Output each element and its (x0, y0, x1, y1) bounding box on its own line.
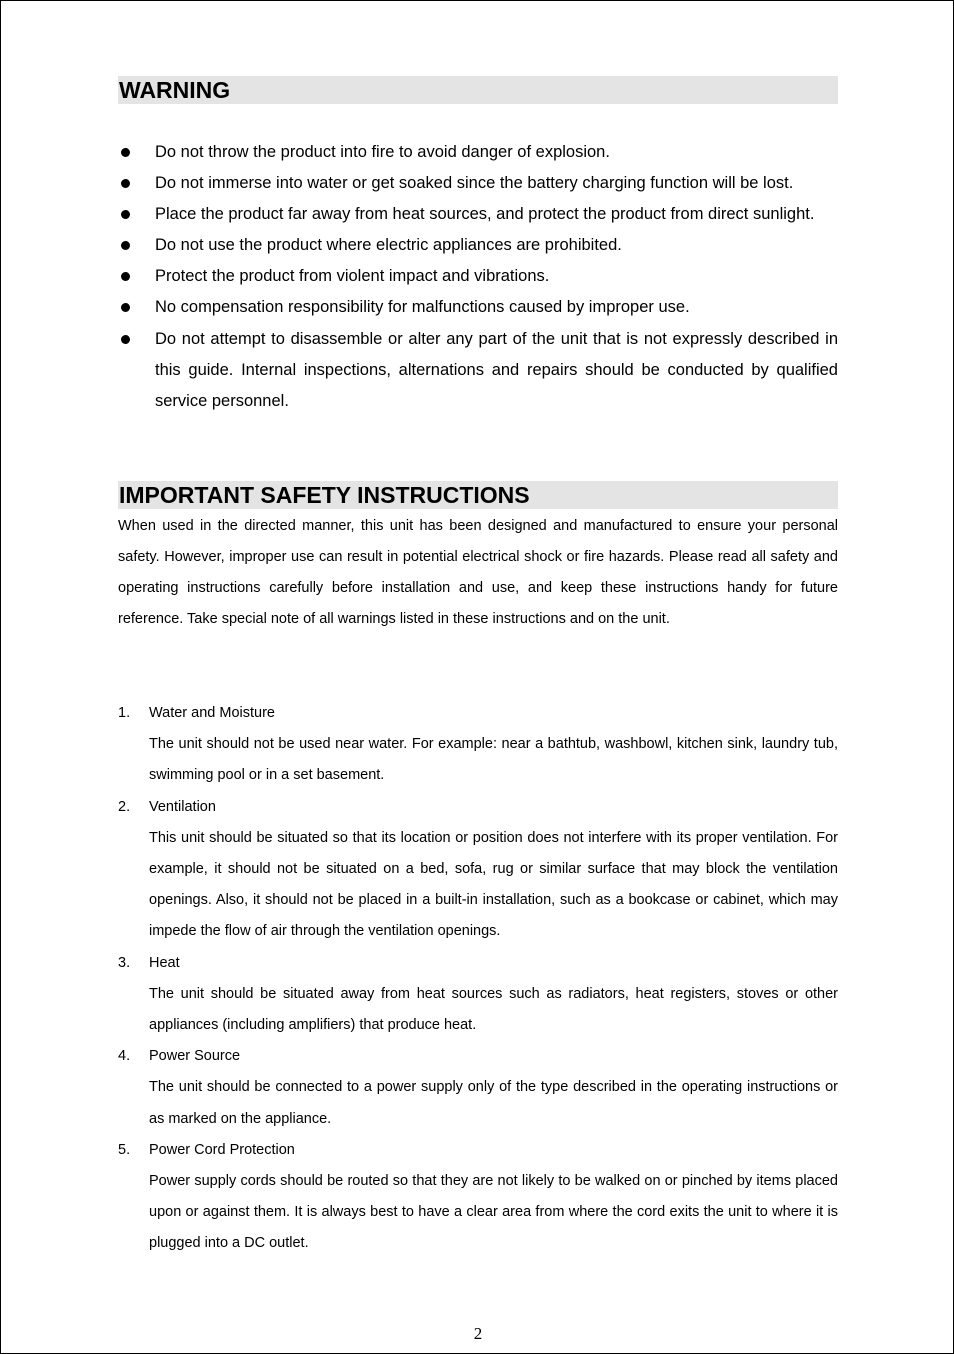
item-body: The unit should be situated away from heat sources such as radiators, heat registers, stoves or other appliances (including amplifiers) that produce heat. (149, 985, 838, 1034)
warning-item-text: No compensation responsibility for malfunctions caused by improper use. (155, 298, 690, 317)
item-number: 1. (118, 705, 131, 721)
bullet-dot-icon (121, 335, 130, 344)
safety-heading: IMPORTANT SAFETY INSTRUCTIONS (118, 481, 838, 509)
item-body: The unit should not be used near water. For example: near a bathtub, washbowl, kitchen sink, laundry tub, swimming pool or in a set basement. (149, 736, 838, 784)
safety-list (118, 698, 838, 1260)
warning-item (118, 137, 838, 168)
safety-intro: When used in the directed manner, this unit has been designed and manufactured to ensure your personal safety. However, improper use can result in potential electrical shock or fire hazards. Please read all safety and operating instructions carefully before installation and use, and keep these instructions handy for future reference. Take special note of all warnings listed in these instructions and on the unit. (118, 518, 838, 628)
bullet-dot-icon (121, 303, 130, 312)
bullet-dot-icon (121, 179, 130, 188)
item-number: 2. (118, 798, 131, 815)
page-number: 2 (473, 1324, 483, 1343)
warning-item (118, 199, 838, 230)
warning-item (118, 261, 838, 292)
item-number: 5. (118, 1141, 131, 1158)
item-title: Ventilation (149, 798, 216, 815)
safety-item (118, 1041, 838, 1135)
bullet-dot-icon (121, 148, 130, 157)
warning-item-text: Place the product far away from heat sources, and protect the product from direct sunlight. (155, 205, 815, 224)
warning-item-text: Do not attempt to disassemble or alter any part of the unit that is not expressly described in this guide. Internal inspections, alternations and repairs should be conducted by qualified service personnel. (155, 329, 838, 410)
item-title: Power Cord Protection (149, 1141, 295, 1158)
safety-item (118, 948, 838, 1042)
warning-item-text: Protect the product from violent impact and vibrations. (155, 267, 550, 286)
safety-item (118, 792, 838, 948)
bullet-dot-icon (121, 241, 130, 250)
safety-item (118, 1135, 838, 1260)
item-body: This unit should be situated so that its location or position does not interfere with its proper ventilation. For example, it should not be situated on a bed, sofa, rug or similar surface that may block the ventilation openings. Also, it should not be placed in a built-in installation, such as a bookcase or cabinet, which may impede the flow of air through the ventilation openings. (149, 829, 838, 940)
warning-item-text: Do not throw the product into fire to avoid danger of explosion. (155, 143, 610, 161)
bullet-dot-icon (121, 272, 130, 281)
bullet-dot-icon (121, 210, 130, 219)
warning-heading: WARNING (118, 76, 838, 104)
item-title: Heat (149, 954, 180, 971)
item-body: The unit should be connected to a power supply only of the type described in the operating instructions or as marked on the appliance. (149, 1079, 838, 1127)
item-body: Power supply cords should be routed so that they are not likely to be walked on or pinched by items placed upon or against them. It is always best to have a clear area from where the cord exits the unit to where it is plugged into a DC outlet. (149, 1173, 838, 1252)
item-number: 3. (118, 954, 131, 971)
item-number: 4. (118, 1048, 131, 1065)
warning-item-text: Do not use the product where electric appliances are prohibited. (155, 236, 622, 255)
warning-item (118, 230, 838, 261)
warning-item-text: Do not immerse into water or get soaked since the battery charging function will be lost. (155, 174, 794, 193)
warning-item (118, 292, 838, 323)
safety-item (118, 698, 838, 792)
warning-item (118, 324, 838, 417)
warning-item (118, 168, 838, 199)
item-title: Power Source (149, 1048, 241, 1065)
warning-list (118, 137, 838, 417)
item-title: Water and Moisture (149, 705, 275, 721)
